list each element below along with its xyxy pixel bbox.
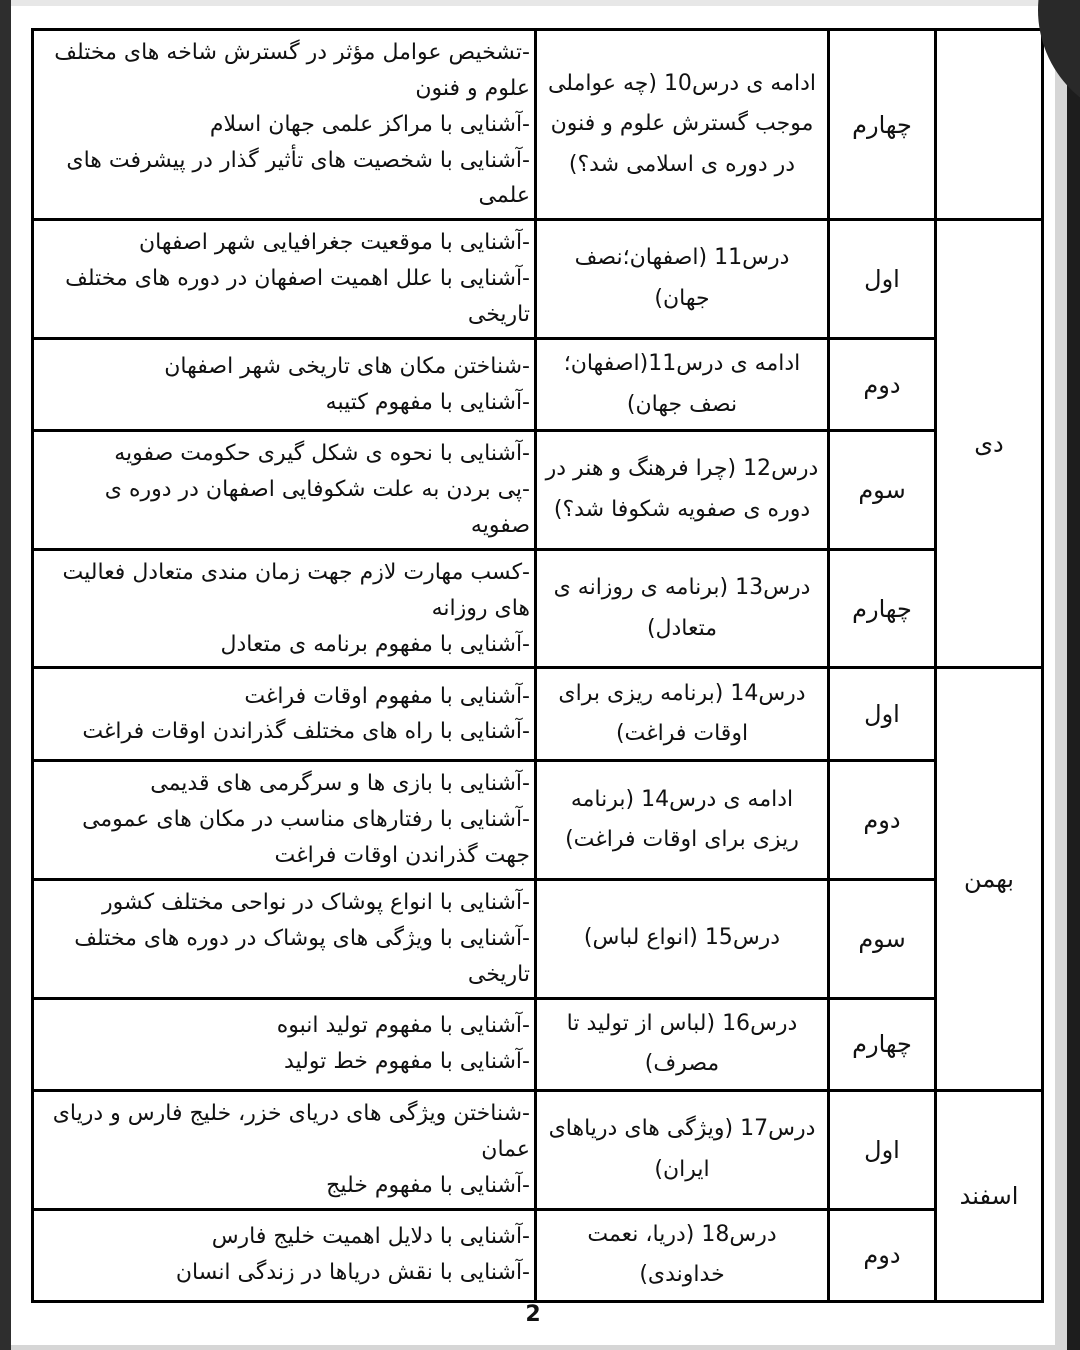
left-edge-bar	[0, 0, 11, 1350]
objectives-cell	[33, 1090, 536, 1209]
objective-item: -آشنایی با راه های مختلف گذراندن اوقات فراغت	[82, 719, 530, 745]
objectives-cell	[33, 431, 536, 550]
objective-item: -آشنایی با ویژگی های پوشاک در دوره های مختلف تاریخی	[74, 925, 530, 987]
week-cell: دوم	[829, 338, 936, 430]
objective-item: -آشنایی با رفتارهای مناسب در مکان های عمومی جهت گذراندن اوقات فراغت	[82, 807, 530, 869]
lesson-plan-table	[31, 28, 1044, 1303]
objectives-cell	[33, 338, 536, 430]
lesson-cell: درس11 (اصفهان؛نصف جهان)	[536, 220, 829, 339]
objective-item: -آشنایی با مفهوم خلیج	[326, 1172, 530, 1198]
objective-item: -آشنایی با انواع پوشاک در نواحی مختلف کشور	[102, 889, 530, 915]
lesson-cell: درس16 (لباس از تولید تا مصرف)	[536, 998, 829, 1090]
objective-item: -آشنایی با مفهوم اوقات فراغت	[244, 683, 530, 709]
week-cell: اول	[829, 1090, 936, 1209]
objective-item: -آشنایی با موقعیت جغرافیایی شهر اصفهان	[138, 230, 530, 256]
objective-item: -شناختن مکان های تاریخی شهر اصفهان	[164, 353, 530, 379]
week-cell: چهارم	[829, 549, 936, 668]
table-row	[33, 761, 1043, 880]
objective-item: -آشنایی با مفهوم تولید انبوه	[276, 1013, 530, 1039]
month-cell: بهمن	[936, 668, 1043, 1091]
objective-item: -آشنایی با نحوه ی شکل گیری حکومت صفویه	[114, 441, 530, 467]
objective-item: -آشنایی با مفهوم کتیبه	[325, 389, 530, 415]
table-row	[33, 668, 1043, 761]
objectives-cell	[33, 998, 536, 1090]
objective-item: -آشنایی با شخصیت های تأثیر گذار در پیشرفت های علمی	[66, 147, 530, 209]
table-row	[33, 879, 1043, 998]
lesson-cell: درس15 (انواع لباس)	[536, 879, 829, 998]
lesson-cell: درس14 (برنامه ریزی برای اوقات فراغت)	[536, 668, 829, 761]
table-row	[33, 1090, 1043, 1209]
week-cell: دوم	[829, 1209, 936, 1301]
lesson-cell: درس17 (ویژگی های دریاهای ایران)	[536, 1090, 829, 1209]
objectives-cell	[33, 668, 536, 761]
table-row	[33, 998, 1043, 1090]
right-gutter-strip	[1055, 0, 1067, 1350]
objective-item: -تشخیص عوامل مؤثر در گسترش شاخه های مختلف علوم و فنون	[54, 40, 530, 101]
lesson-cell: درس18 (دریا، نعمت خداوندی)	[536, 1209, 829, 1301]
week-cell: سوم	[829, 879, 936, 998]
objective-item: -آشنایی با مراکز علمی جهان اسلام	[209, 111, 530, 137]
objectives-cell	[33, 30, 536, 220]
objective-item: -آشنایی با مفهوم خط تولید	[284, 1049, 530, 1075]
month-cell: دی	[936, 220, 1043, 668]
objective-item: -آشنایی با بازی ها و سرگرمی های قدیمی	[150, 771, 530, 797]
lesson-cell: درس12 (چرا فرهنگ و هنر در دوره ی صفویه شکوفا شد؟)	[536, 431, 829, 550]
lesson-cell: ادامه ی درس10 (چه عواملی موجب گسترش علوم و فنون در دوره ی اسلامی شد؟)	[536, 30, 829, 220]
objective-item: -آشنایی با مفهوم برنامه ی متعادل	[220, 631, 530, 657]
lesson-cell: ادامه ی درس14 (برنامه ریزی برای اوقات فراغت)	[536, 761, 829, 880]
page-number: 2	[525, 1302, 541, 1327]
objectives-cell	[33, 549, 536, 668]
bottom-edge-strip	[11, 1345, 1067, 1350]
week-cell: چهارم	[829, 998, 936, 1090]
table-row	[33, 30, 1043, 220]
week-cell: اول	[829, 220, 936, 339]
table-row	[33, 338, 1043, 430]
right-edge-bar	[1067, 0, 1080, 1350]
objective-item: -کسب مهارت لازم جهت زمان مندی متعادل فعالیت های روزانه	[62, 559, 530, 621]
objectives-cell	[33, 220, 536, 339]
week-cell: دوم	[829, 761, 936, 880]
table-row	[33, 1209, 1043, 1301]
objective-item: -آشنایی با علل اهمیت اصفهان در دوره های مختلف تاریخی	[65, 266, 530, 328]
table-row	[33, 220, 1043, 339]
objective-item: -آشنایی با دلایل اهمیت خلیج فارس	[211, 1224, 530, 1250]
objectives-cell	[33, 879, 536, 998]
month-cell: اسفند	[936, 1090, 1043, 1301]
week-cell: اول	[829, 668, 936, 761]
objectives-cell	[33, 761, 536, 880]
lesson-cell: درس13 (برنامه ی روزانه ی متعادل)	[536, 549, 829, 668]
table-row	[33, 549, 1043, 668]
objective-item: -پی بردن به علت شکوفایی اصفهان در دوره ی صفویه	[104, 477, 530, 538]
lesson-cell: ادامه ی درس11(اصفهان؛نصف جهان)	[536, 338, 829, 430]
objectives-cell	[33, 1209, 536, 1301]
month-cell	[936, 30, 1043, 220]
week-cell: سوم	[829, 431, 936, 550]
week-cell: چهارم	[829, 30, 936, 220]
table-row	[33, 431, 1043, 550]
objective-item: -شناختن ویژگی های دریای خزر، خلیج فارس و دریای عمان	[52, 1100, 530, 1162]
top-edge-strip	[11, 0, 1067, 6]
objective-item: -آشنایی با نقش دریاها در زندگی انسان	[175, 1260, 530, 1286]
